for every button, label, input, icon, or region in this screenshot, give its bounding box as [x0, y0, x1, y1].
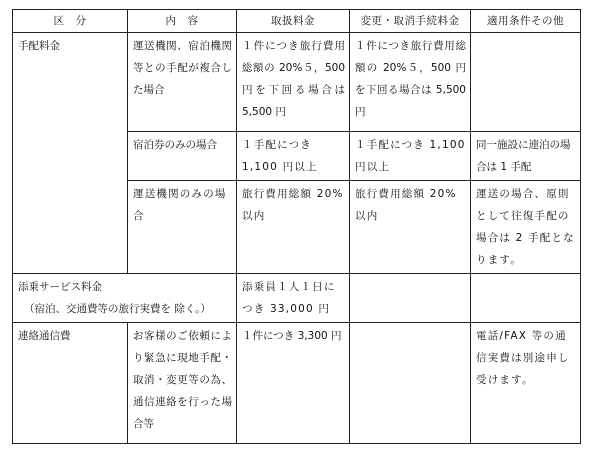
- lodging-voucher-handling-fee: １手配につき 1,100 円以上: [237, 132, 350, 181]
- communication-category: 連絡通信費: [13, 323, 128, 444]
- header-handling-fee: 取扱料金: [237, 10, 350, 33]
- escort-change-fee: [350, 274, 471, 323]
- header-content: 内 容: [128, 10, 237, 33]
- transport-only-change-fee: 旅行費用総額 20%以内: [350, 181, 471, 274]
- communication-handling-fee: １件につき 3,300 円: [237, 323, 350, 444]
- transport-lodging-content: 運送機関、宿泊機関等との手配が複合した場合: [128, 33, 237, 132]
- escort-category: [13, 274, 237, 323]
- communication-conditions: 電話/FAX 等の通信実費は別途申し受けます。: [471, 323, 581, 444]
- transport-lodging-conditions: [471, 33, 581, 132]
- lodging-voucher-content: 宿泊券のみの場合: [128, 132, 237, 181]
- header-row: [13, 10, 581, 33]
- table-row: [13, 33, 581, 132]
- table-row: [13, 274, 581, 323]
- header-category: 区 分: [13, 10, 128, 33]
- fee-table: [12, 9, 581, 444]
- transport-lodging-handling-fee: １件につき旅行費用総額の 20%５，500 円を下回る場合は 5,500 円: [237, 33, 350, 132]
- table-row: [13, 323, 581, 444]
- transport-lodging-change-fee: １件につき旅行費用総額の 20%５，500 円を下回る場合は 5,500 円: [350, 33, 471, 132]
- transport-only-handling-fee: 旅行費用総額 20%以内: [237, 181, 350, 274]
- escort-handling-fee: 添乗員１人１日につき 33,000 円: [237, 274, 350, 323]
- communication-content: お客様のご依頼により緊急に現地手配・取消・変更等の為、通信連絡を行った場合等: [128, 323, 237, 444]
- communication-change-fee: [350, 323, 471, 444]
- transport-only-content: 運送機関のみの場合: [128, 181, 237, 274]
- header-change-cancel-fee: 変更・取消手続料金: [350, 10, 471, 33]
- header-conditions: 適用条件その他: [471, 10, 581, 33]
- escort-conditions: [471, 274, 581, 323]
- arrangement-category: 手配料金: [13, 33, 128, 274]
- lodging-voucher-change-fee: １手配につき 1,100 円以上: [350, 132, 471, 181]
- escort-category-title: 添乗サービス料金: [18, 281, 102, 293]
- lodging-voucher-conditions: 同一施設に連泊の場合は 1 手配: [471, 132, 581, 181]
- escort-category-note: （宿泊、交通費等の旅行実費を 除く。）: [24, 303, 211, 315]
- transport-only-conditions: 運送の場合、原則として往復手配の場合は 2 手配となります。: [471, 181, 581, 274]
